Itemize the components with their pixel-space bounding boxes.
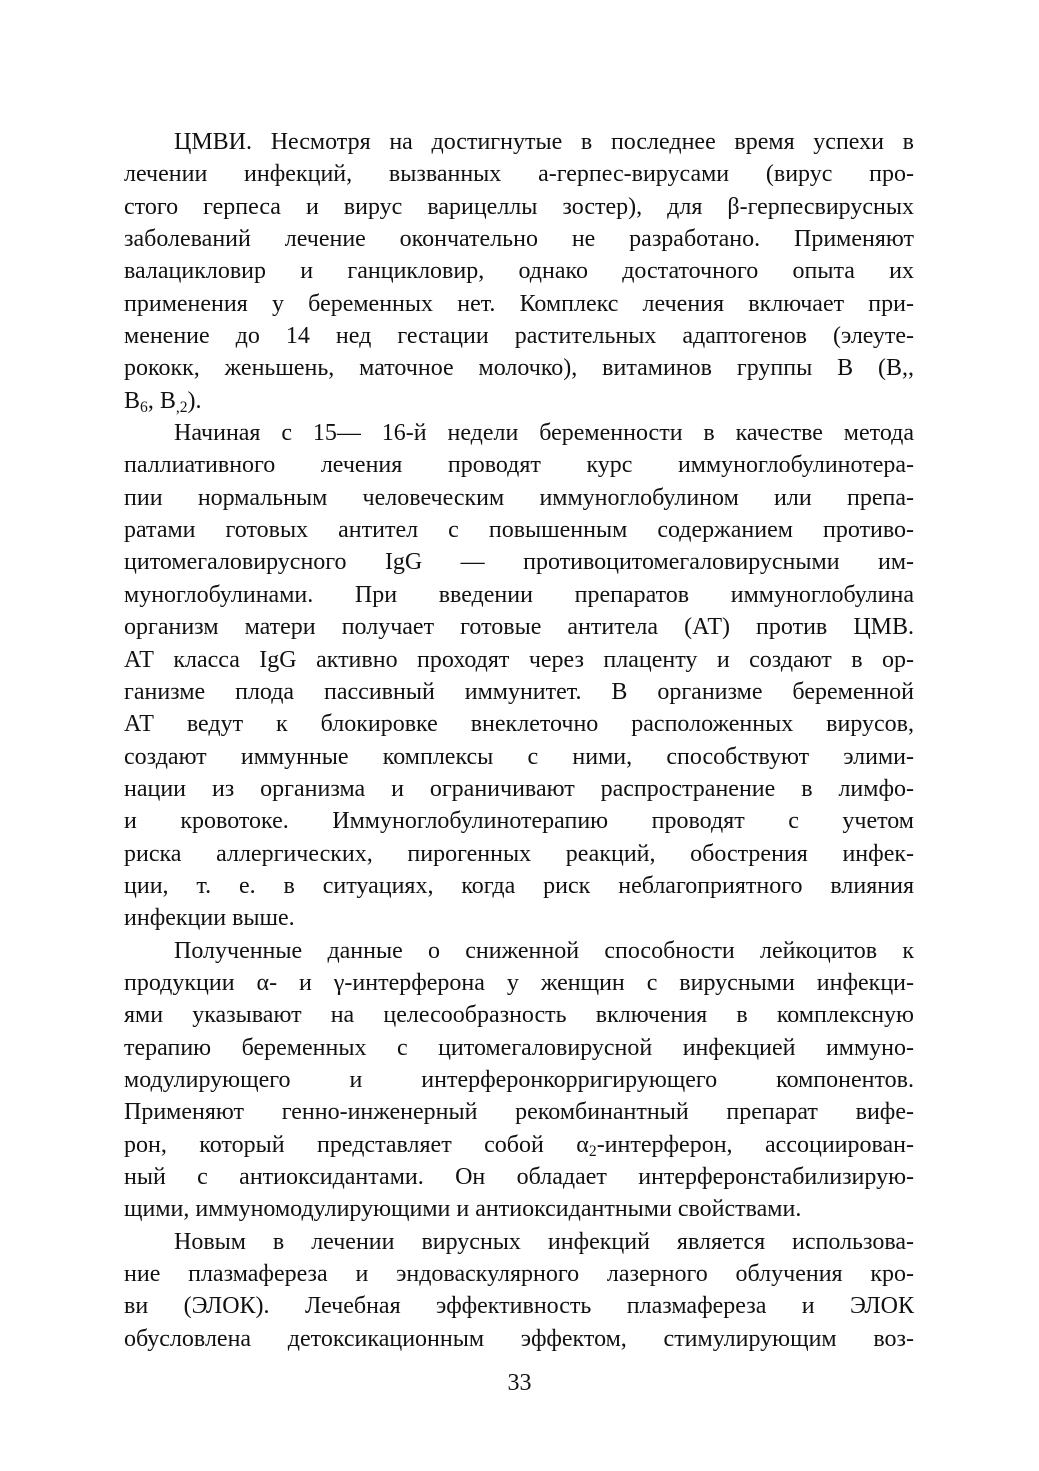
text-line: рококк, женьшень, маточное молочко), витаминов группы В (В,, [124, 355, 914, 382]
text-line: муноглобулинами. При введении препаратов иммуноглобулина [124, 581, 914, 608]
text-line: Применяют генно-инженерный рекомбинантный препарат вифе- [124, 1099, 914, 1126]
alpha-line-prefix: рон, который представляет собой α [124, 1131, 589, 1158]
text-line: Новым в лечении вирусных инфекций является использова- [174, 1228, 914, 1255]
vitamin-suffix: ). [187, 387, 202, 414]
text-line: заболеваний лечение окончательно не разработано. Применяют [124, 226, 914, 253]
text-line: ями указывают на целесообразность включения в комплексную [124, 1002, 914, 1029]
text-line: паллиативного лечения проводят курс иммуноглобулинотера- [124, 452, 914, 479]
vitamin-b12-subscript: ,2 [175, 398, 188, 416]
text-line: риска аллергических, пирогенных реакций, обострения инфек- [124, 840, 914, 867]
text-line: продукции α- и γ-интерферона у женщин с вирусными инфекци- [124, 969, 914, 996]
text-line: ЦМВИ. Несмотря на достигнутые в последнее время успехи в [174, 129, 914, 155]
page-number: 33 [507, 1370, 532, 1396]
text-line: терапию беременных с цитомегаловирусной инфекцией иммуно- [124, 1034, 914, 1061]
paragraph-4 [124, 1226, 914, 1355]
vitamin-b6-letter: В [124, 387, 141, 414]
text-line-vitamins [124, 385, 914, 417]
text-line: Начиная с 15— 16-й недели беременности в качестве метода [174, 420, 914, 447]
paragraph-3 [124, 935, 914, 1226]
text-line: и кровотоке. Иммуноглобулинотерапию проводят с учетом [124, 808, 914, 835]
text-line: ции, т. е. в ситуациях, когда риск неблагоприятного влияния [124, 872, 914, 899]
alpha-subscript: 2 [588, 1142, 597, 1160]
paragraph-1 [124, 126, 914, 417]
text-line: нации из организма и ограничивают распространение в лимфо- [124, 775, 914, 802]
body-text [124, 126, 914, 1355]
text-line: пии нормальным человеческим иммуноглобулином или препа- [124, 484, 914, 511]
text-line: цитомегаловирусного IgG — противоцитомегаловирусными им- [124, 549, 914, 576]
text-line: обусловлена детоксикационным эффектом, стимулирующим воз- [124, 1325, 914, 1352]
text-line: ратами готовых антител с повышенным содержанием противо- [124, 517, 914, 544]
text-line-alpha2 [124, 1129, 914, 1161]
vitamin-separator: , В [147, 387, 176, 414]
alpha-line-suffix: -интерферон, ассоциирован- [596, 1131, 915, 1158]
text-line: создают иммунные комплексы с ними, способствуют элими- [124, 743, 914, 770]
text-line: менение до 14 нед гестации растительных адаптогенов (элеуте- [124, 323, 914, 350]
text-line: ние плазмафереза и эндоваскулярного лазерного облучения кро- [124, 1261, 914, 1288]
text-line: ный с антиоксидантами. Он обладает интерферонстабилизирую- [124, 1164, 914, 1190]
text-line: валацикловир и ганцикловир, однако достаточного опыта их [124, 258, 914, 285]
text-line: инфекции выше. [124, 905, 295, 932]
text-line: организм матери получает готовые антитела (АТ) против ЦМВ. [124, 614, 914, 641]
text-line: АТ ведут к блокировке внеклеточно расположенных вирусов, [124, 711, 914, 738]
text-line: Полученные данные о сниженной способности лейкоцитов к [174, 937, 914, 964]
paragraph-2 [124, 417, 914, 935]
text-line: применения у беременных нет. Комплекс лечения включает при- [124, 290, 914, 317]
text-line: ганизме плода пассивный иммунитет. В организме беременной [124, 678, 914, 705]
text-line: лечении инфекций, вызванных а-герпес-вирусами (вирус про- [124, 161, 914, 188]
text-line: модулирующего и интерферонкорригирующего компонентов. [124, 1066, 914, 1093]
text-line: щими, иммуномодулирующими и антиоксидантными свойствами. [124, 1196, 802, 1223]
vitamin-b6-subscript: 6 [140, 398, 148, 416]
text-line: ви (ЭЛОК). Лечебная эффективность плазмафереза и ЭЛОК [124, 1293, 914, 1320]
text-line: стого герпеса и вирус варицеллы зостер), для β-герпесвирусных [124, 193, 914, 220]
text-line: АТ класса IgG активно проходят через плаценту и создают в ор- [124, 646, 914, 673]
